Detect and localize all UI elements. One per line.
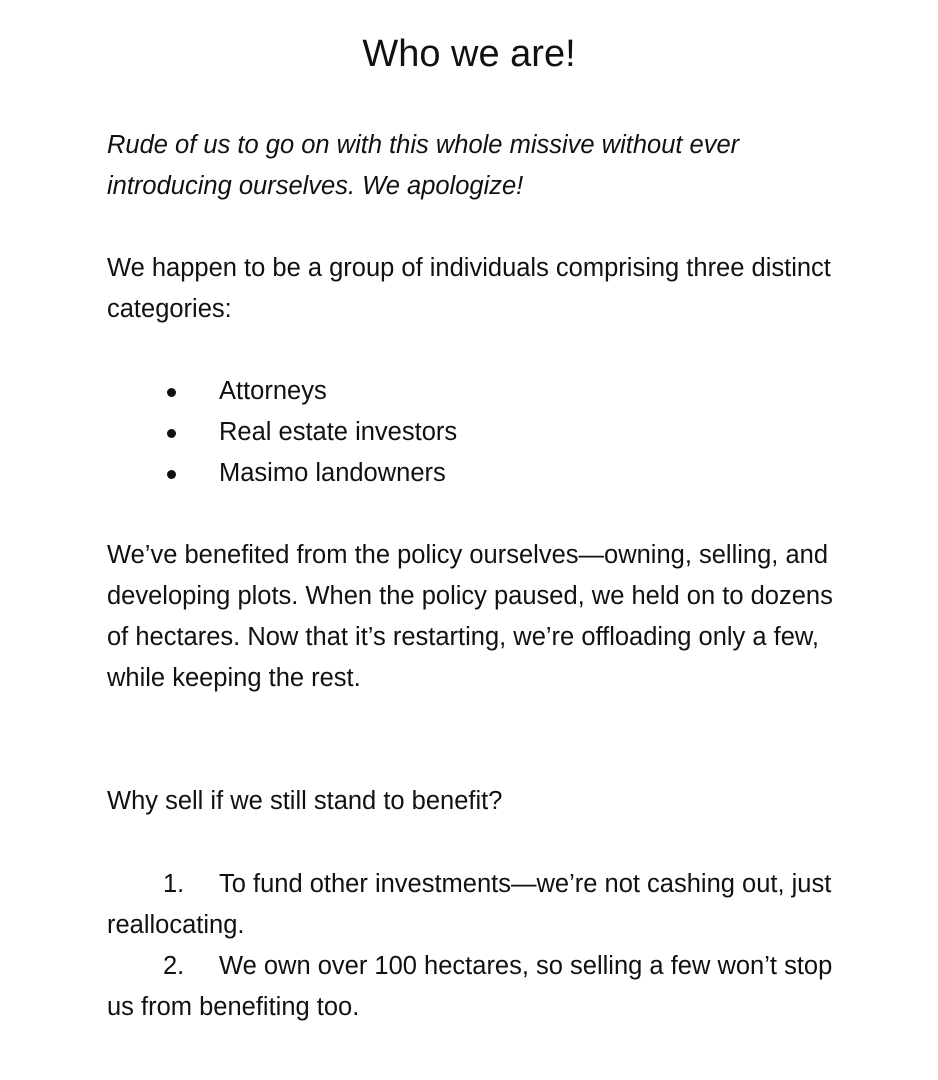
list-item-text: Real estate investors	[219, 418, 458, 446]
list-item	[107, 412, 847, 453]
list-item	[107, 371, 847, 412]
reasons-list	[107, 864, 847, 1028]
bullet-icon	[167, 429, 176, 438]
page-title: Who we are!	[362, 33, 576, 75]
categories-intro-paragraph: We happen to be a group of individuals comprising three distinct categories:	[107, 254, 831, 323]
list-item	[107, 864, 847, 946]
policy-paragraph: We’ve benefited from the policy ourselves—owning, selling, and developing plots. When the policy paused, we held on to dozens of hectares. Now that it’s restarting, we’re offloading only a few, while keeping the rest.	[107, 541, 833, 692]
bullet-icon	[167, 470, 176, 479]
list-item-text: Attorneys	[219, 377, 327, 405]
list-item-text: Masimo landowners	[219, 459, 446, 487]
list-number: 1.	[163, 870, 185, 898]
list-number: 2.	[163, 952, 185, 980]
list-item	[107, 453, 847, 494]
bullet-icon	[167, 388, 176, 397]
list-item-text: To fund other investments—we’re not cashing out, just reallocating.	[107, 870, 832, 939]
list-item-text: We own over 100 hectares, so selling a few won’t stop us from benefiting too.	[107, 952, 833, 1021]
question-paragraph: Why sell if we still stand to benefit?	[107, 787, 503, 815]
list-item	[107, 946, 847, 1028]
categories-list	[107, 371, 847, 494]
intro-paragraph: Rude of us to go on with this whole missive without ever introducing ourselves. We apologize!	[107, 131, 740, 200]
